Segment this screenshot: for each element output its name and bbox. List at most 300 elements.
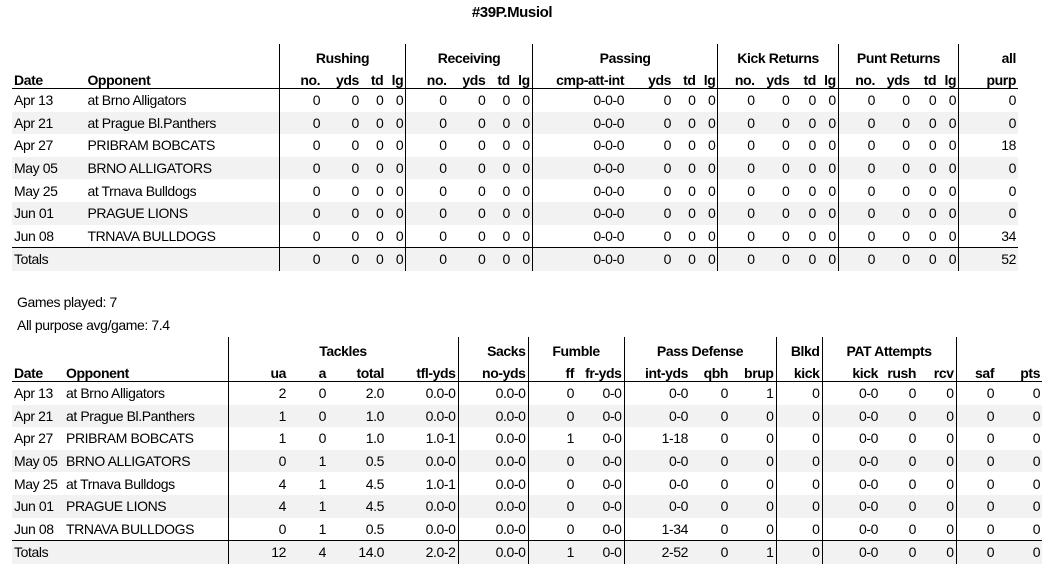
total-cell: 0 (406, 248, 449, 271)
stat-cell: 0 (626, 157, 673, 180)
stat-cell: 4 (228, 472, 288, 495)
stat-cell: 0 (880, 495, 918, 518)
column-header: kick (776, 359, 822, 382)
stat-cell: 0 (351, 92, 359, 109)
stat-cell: 0 (730, 405, 776, 428)
stat-cell: 0 (928, 182, 937, 199)
defense-group-header (12, 337, 1042, 359)
stat-cell: 0 (1032, 520, 1041, 537)
table-row (12, 405, 1042, 428)
stat-cell: 1 (766, 385, 774, 402)
stat-cell: 0 (880, 450, 918, 473)
total-cell: Totals (12, 248, 85, 271)
column-header: cmp-att-int (532, 66, 626, 89)
stat-cell: 0.0-0 (458, 472, 528, 495)
column-header: no-yds (458, 359, 528, 382)
total-cell: 0-0 (822, 541, 880, 564)
stat-cell: 0 (385, 112, 405, 135)
stat-cell: 0 (626, 112, 673, 135)
stat-cell: 0 (279, 157, 322, 180)
column-header: yds (626, 66, 673, 89)
stat-cell: 0 (663, 227, 672, 244)
total-cell: 4 (288, 541, 328, 564)
stat-cell: 1-18 (624, 427, 690, 450)
column-header: no. (838, 66, 877, 89)
stat-cell: 0 (449, 112, 488, 135)
total-cell: 0 (698, 248, 718, 271)
stat-cell: 0-0 (602, 385, 622, 402)
column-header: Date (12, 66, 85, 89)
column-header: tfl-yds (386, 359, 458, 382)
stat-cell: 0-0 (822, 382, 880, 405)
stat-cell: 1.0 (328, 405, 386, 428)
stat-cell: 0 (406, 179, 449, 202)
total-cell: 0 (838, 248, 877, 271)
stat-cell: 0 (948, 227, 957, 244)
column-header: no. (279, 66, 322, 89)
stat-cell: 1.0 (365, 430, 384, 447)
stat-cell: 0.0-0 (386, 495, 458, 518)
stat-cell: 2.0 (365, 385, 384, 402)
stat-cell: 1 (288, 450, 328, 473)
stat-cell: 0 (361, 202, 385, 225)
stat-cell: 0 (673, 112, 697, 135)
stat-cell: 0 (322, 157, 361, 180)
stat-cell: 0 (946, 520, 954, 537)
stat-cell: 0 (528, 472, 576, 495)
stat-cell: 0 (928, 227, 937, 244)
stat-cell: 0.0-0 (458, 427, 528, 450)
total-cell: 2-52 (624, 541, 690, 564)
total-cell: 0-0-0 (532, 248, 626, 271)
stat-cell: 0 (996, 450, 1042, 473)
stat-cell: 0 (908, 385, 917, 402)
stat-cell: 0-0-0 (532, 89, 626, 112)
column-header: yds (449, 66, 488, 89)
total-cell: 0 (385, 248, 405, 271)
stat-cell: 0 (487, 112, 511, 135)
stat-cell: 0 (1032, 430, 1041, 447)
spacer-cell (956, 337, 1042, 359)
stat-cell: 0 (502, 137, 510, 154)
stat-cell: 0 (688, 137, 696, 154)
total-cell: 0 (880, 541, 918, 564)
group-label: Sacks (458, 337, 528, 359)
stat-cell: 0.0-0 (425, 520, 456, 537)
stat-cell: 0 (487, 202, 511, 225)
stat-cell: 0 (375, 92, 384, 109)
stat-cell: 0 (908, 520, 917, 537)
stat-cell: 0.0-0 (458, 405, 528, 428)
total-cell (64, 541, 228, 564)
all-purpose-avg: All purpose avg/game: 7.4 (17, 317, 170, 333)
stat-cell: 0 (361, 112, 385, 135)
stat-cell: 0 (776, 518, 822, 541)
stat-cell: 0 (956, 450, 996, 473)
group-label: Pass Defense (624, 337, 776, 359)
stat-cell: 0 (996, 405, 1042, 428)
total-cell: 0 (361, 248, 385, 271)
stat-cell: 0 (375, 227, 384, 244)
date-cell: May 05 (12, 157, 85, 180)
stat-cell: 0 (996, 495, 1042, 518)
stat-cell: 0 (880, 405, 918, 428)
opponent-cell: at Prague Bl.Panthers (85, 112, 279, 135)
stat-cell: 0 (351, 182, 359, 199)
opponent-cell: PRAGUE LIONS (64, 495, 228, 518)
group-label: Fumble (528, 337, 624, 359)
column-header: yds (877, 66, 912, 89)
spacer-cell (12, 44, 279, 66)
stat-cell: 0 (673, 157, 697, 180)
stat-cell: 0.0-0 (458, 495, 528, 518)
stat-cell: 0 (406, 202, 449, 225)
stat-cell: 0 (791, 112, 818, 135)
stat-cell: 0 (838, 225, 877, 248)
stat-cell: 0 (838, 202, 877, 225)
stat-cell: 0 (502, 92, 510, 109)
opponent-cell: TRNAVA BULLDOGS (87, 227, 216, 244)
column-header: ff (528, 359, 576, 382)
date-cell: Apr 13 (14, 92, 53, 109)
column-header: brup (730, 359, 776, 382)
stat-cell: 0-0 (602, 430, 622, 447)
total-cell: 0 (487, 248, 511, 271)
stat-cell: 0 (361, 157, 385, 180)
stat-cell: 0 (808, 137, 816, 154)
stat-cell: 0 (766, 475, 774, 492)
stat-cell: 0 (663, 182, 672, 199)
stat-cell: 0-0 (822, 427, 880, 450)
stat-cell: 0.0-0 (386, 450, 458, 473)
stat-cell: 0 (522, 182, 530, 199)
table-row (12, 157, 1018, 180)
stat-cell: 0.0-0 (386, 405, 458, 428)
stat-cell: 0-0 (576, 495, 624, 518)
total-cell: 0 (818, 248, 838, 271)
stat-cell: 0 (757, 112, 792, 135)
stat-cell: 0 (385, 202, 405, 225)
stat-cell: 0 (902, 182, 910, 199)
stat-cell: 0 (828, 92, 836, 109)
stat-cell: 0 (385, 157, 405, 180)
stat-cell: 0 (781, 92, 790, 109)
total-cell: 0 (938, 248, 958, 271)
stat-cell: 0.5 (328, 450, 386, 473)
stat-cell: 0 (776, 382, 822, 405)
opponent-cell: at Trnava Bulldogs (87, 182, 197, 199)
stat-cell: 1 (288, 495, 328, 518)
column-header: lg (512, 66, 532, 89)
date-cell: Apr 21 (12, 112, 85, 135)
column-header: lg (385, 66, 405, 89)
stat-cell: 0 (828, 137, 836, 154)
stat-cell: 0 (279, 202, 322, 225)
stat-cell: 0 (959, 157, 1018, 180)
stat-cell: 34 (959, 225, 1018, 248)
date-cell: May 25 (14, 182, 58, 199)
opponent-cell: BRNO ALLIGATORS (85, 157, 279, 180)
total-cell: 0 (996, 541, 1042, 564)
stat-cell: 0 (908, 475, 917, 492)
stat-cell: 0 (228, 518, 288, 541)
total-cell: 0 (512, 248, 532, 271)
stat-cell: 0 (938, 112, 958, 135)
stat-cell: 0.0-0 (458, 382, 528, 405)
opponent-cell: PRIBRAM BOBCATS (87, 137, 215, 154)
total-cell: 0 (718, 248, 757, 271)
stat-cell: 0-0 (822, 450, 880, 473)
stat-cell: 0 (663, 92, 672, 109)
stat-cell: 0 (698, 112, 718, 135)
column-header: qbh (690, 359, 730, 382)
group-label: all (959, 44, 1018, 66)
stat-cell: 18 (959, 134, 1018, 157)
stat-cell: 0 (918, 450, 956, 473)
stat-cell: 0 (776, 427, 822, 450)
column-header: rush (880, 359, 918, 382)
stat-cell: 2 (228, 382, 288, 405)
stat-cell: 0 (956, 518, 996, 541)
stat-cell: 0 (375, 182, 384, 199)
stat-cell: 0 (279, 134, 322, 157)
stat-cell: 0 (928, 137, 937, 154)
date-cell: Apr 13 (14, 385, 53, 402)
stat-cell: 0-0-0 (532, 134, 626, 157)
total-cell: 0.0-0 (458, 541, 528, 564)
stat-cell: 0 (395, 182, 404, 199)
stat-cell: 0 (688, 227, 696, 244)
date-cell: Apr 21 (12, 405, 64, 428)
stat-cell: 0 (477, 137, 486, 154)
stat-cell: 0 (708, 182, 716, 199)
stat-cell: 0 (956, 382, 996, 405)
stat-cell: 0.5 (365, 520, 384, 537)
table-row (12, 225, 1018, 248)
column-header: yds (757, 66, 792, 89)
group-label: Blkd (776, 337, 822, 359)
stat-cell: 0 (720, 475, 729, 492)
stat-cell: 0 (808, 92, 816, 109)
stat-cell: 0 (279, 112, 322, 135)
stat-cell: 0-0-0 (532, 225, 626, 248)
stat-cell: 0 (522, 227, 530, 244)
stat-cell: 0 (406, 134, 449, 157)
stat-cell: 0 (690, 450, 730, 473)
games-played: Games played: 7 (17, 294, 117, 310)
stat-cell: 0 (838, 134, 877, 157)
group-label: Kick Returns (718, 44, 838, 66)
column-header: td (791, 66, 818, 89)
stat-cell: 4 (228, 495, 288, 518)
column-header: saf (956, 359, 996, 382)
stat-cell: 0 (698, 202, 718, 225)
total-cell: 12 (228, 541, 288, 564)
stat-cell: 0-0 (822, 472, 880, 495)
total-cell: 0 (757, 248, 792, 271)
offense-column-header (12, 66, 1018, 89)
table-row (12, 179, 1018, 202)
stat-cell: 0-0 (624, 450, 690, 473)
stat-cell: 0-0 (624, 495, 690, 518)
stat-cell: 0 (838, 179, 877, 202)
stat-cell: 0 (663, 137, 672, 154)
stat-cell: 0 (776, 450, 822, 473)
date-cell: Jun 01 (12, 202, 85, 225)
total-cell: 0 (449, 248, 488, 271)
stat-cell: 0 (688, 182, 696, 199)
stat-cell: 0 (698, 157, 718, 180)
stat-cell: 0 (912, 112, 939, 135)
stat-cell: 0 (449, 202, 488, 225)
stat-cell: 0 (406, 89, 449, 112)
date-cell: Apr 27 (14, 137, 53, 154)
total-cell: 1 (528, 541, 576, 564)
stat-cell: 0 (946, 430, 954, 447)
stat-cell: 0 (720, 430, 729, 447)
column-header: lg (818, 66, 838, 89)
stat-cell: 0 (781, 137, 790, 154)
stat-cell: 0 (1032, 385, 1041, 402)
total-cell: 14.0 (328, 541, 386, 564)
stat-cell: 0 (928, 92, 937, 109)
column-header: ua (228, 359, 288, 382)
stat-cell: 0 (808, 182, 816, 199)
stat-cell: 0 (528, 495, 576, 518)
total-cell: 0-0 (576, 541, 624, 564)
column-header: td (673, 66, 697, 89)
stat-cell: 0 (718, 134, 757, 157)
stat-cell: 0 (449, 157, 488, 180)
stat-cell: 0.0-0 (458, 518, 528, 541)
stat-cell: 0 (956, 427, 996, 450)
stat-cell: 0 (228, 450, 288, 473)
spacer-cell (12, 337, 228, 359)
table-row (12, 382, 1042, 405)
stat-cell: 1 (228, 427, 288, 450)
table-row (12, 202, 1018, 225)
stat-cell: 0-0 (576, 450, 624, 473)
stat-cell: 0 (528, 405, 576, 428)
stat-cell: 0 (776, 405, 822, 428)
total-cell: 52 (959, 248, 1018, 271)
stat-cell: 4.5 (365, 475, 384, 492)
total-cell (85, 248, 279, 271)
stat-cell: 0 (487, 157, 511, 180)
column-header: fr-yds (576, 359, 624, 382)
opponent-cell: TRNAVA BULLDOGS (66, 520, 195, 537)
total-cell: 0 (956, 541, 996, 564)
stat-cell: 4.5 (328, 495, 386, 518)
stat-cell: 0 (959, 202, 1018, 225)
stat-cell: 0 (838, 89, 877, 112)
table-row (12, 112, 1018, 135)
opponent-cell: at Trnava Bulldogs (66, 475, 175, 492)
opponent-cell: PRAGUE LIONS (85, 202, 279, 225)
totals-row (12, 248, 1018, 271)
stat-cell: 0 (512, 112, 532, 135)
stat-cell: 0 (959, 89, 1018, 112)
date-cell: Jun 01 (12, 495, 64, 518)
table-row (12, 450, 1042, 473)
total-cell: 0 (791, 248, 818, 271)
stat-cell: 0 (718, 89, 757, 112)
stat-cell: 0 (877, 157, 912, 180)
column-header: td (912, 66, 939, 89)
column-header: rcv (918, 359, 956, 382)
stat-cell: 0-0 (822, 405, 880, 428)
column-header: Opponent (64, 359, 228, 382)
column-header: lg (938, 66, 958, 89)
stat-cell: 0 (351, 137, 359, 154)
stat-cell: 0 (279, 89, 322, 112)
stat-cell: 1.0-1 (425, 475, 456, 492)
stat-cell: 0 (718, 157, 757, 180)
total-cell: 0 (912, 248, 939, 271)
stat-cell: 0 (877, 202, 912, 225)
stat-cell: 0 (688, 92, 696, 109)
offense-group-header (12, 44, 1018, 66)
opponent-cell: at Brno Alligators (87, 92, 187, 109)
stat-cell: 0 (318, 385, 326, 402)
page-title: #39P.Musiol (471, 4, 553, 21)
opponent-cell: at Brno Alligators (66, 385, 165, 402)
group-label: Passing (532, 44, 718, 66)
stat-cell: 0 (818, 112, 838, 135)
stat-cell: 0 (938, 202, 958, 225)
stat-cell: 0 (948, 92, 957, 109)
stat-cell: 0 (720, 520, 729, 537)
stat-cell: 0-0 (822, 495, 880, 518)
column-header: yds (322, 66, 361, 89)
stat-cell: 0-0 (602, 520, 622, 537)
column-header: int-yds (624, 359, 690, 382)
stat-cell: 0 (318, 430, 326, 447)
stat-cell: 0 (395, 92, 404, 109)
stat-cell: 0 (946, 385, 954, 402)
total-cell: Totals (12, 541, 64, 564)
stat-cell: 0 (959, 112, 1018, 135)
stat-cell: 0 (502, 182, 510, 199)
stat-cell: 0 (956, 405, 996, 428)
stat-cell: 0 (908, 430, 917, 447)
stat-cell: 0 (781, 182, 790, 199)
date-cell: Apr 27 (14, 430, 53, 447)
stat-cell: 1 (228, 405, 288, 428)
table-row (12, 134, 1018, 157)
stat-cell: 0 (956, 472, 996, 495)
stat-cell: 0 (902, 227, 910, 244)
column-header: purp (959, 66, 1018, 89)
column-header: lg (698, 66, 718, 89)
total-cell: 0 (279, 248, 322, 271)
total-cell: 0 (673, 248, 697, 271)
stat-cell: 0 (948, 182, 957, 199)
stat-cell: 0 (902, 92, 910, 109)
column-header: a (288, 359, 328, 382)
stat-cell: 0 (1032, 475, 1041, 492)
stat-cell: 0 (477, 92, 486, 109)
stat-cell: 0 (828, 227, 836, 244)
column-header: no. (718, 66, 757, 89)
stat-cell: 0 (528, 450, 576, 473)
stat-cell: 1 (318, 520, 326, 537)
stat-cell: 0 (673, 202, 697, 225)
total-cell: 0 (626, 248, 673, 271)
table-row (12, 518, 1042, 541)
stat-cell: 0-0-0 (532, 202, 626, 225)
stat-cell: 0 (948, 137, 957, 154)
